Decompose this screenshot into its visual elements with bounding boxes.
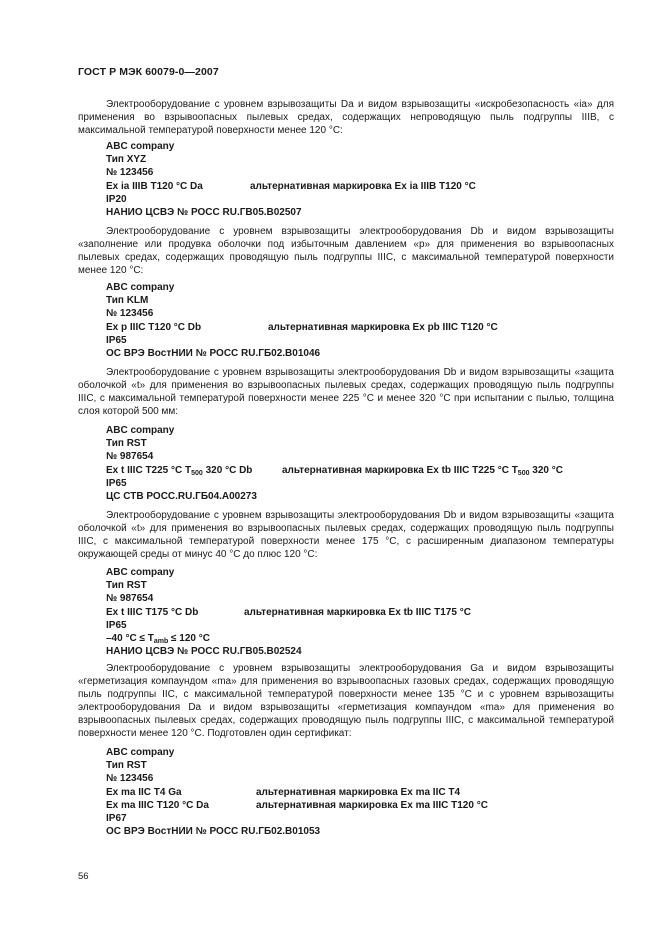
ambient-temperature-range: –40 $^\circ С \le T_{amb} \le 120$ °С (106, 632, 210, 645)
company-name: ABC company (106, 567, 175, 578)
ip-rating: IP67 (106, 812, 127, 824)
certificate-number: ОС ВРЭ ВостНИИ № РОСС RU.ГБ02.В01046 (106, 347, 321, 359)
equipment-type: Тип XYZ (106, 154, 147, 166)
example-4-marking-block (106, 566, 626, 658)
ex-marking: Ex t IIIC T175 °C Db (106, 606, 199, 618)
company-name: ABC company (106, 282, 175, 293)
example-4-paragraph: Электрооборудование с уровнем взрывозащиты электрооборудования Db и видом взрывозащиты «защита оболочкой «t» для применения во взрывоопасных пылевых средах, содержащих проводящую пыль подгруппы IIIC, с максимальной температурой поверхности менее 175 °С, с расширенным диапазоном температуры окружающей среды от минус 40 °С до плюс 120 °С: (78, 510, 614, 560)
serial-number: № 123456 (106, 308, 154, 320)
ex-marking: Ex ma IIIC T120 °C Da (106, 799, 209, 811)
alternative-marking: альтернативная маркировка Ex tb IIIC T225 °C $T_{500}$ 320 °C (282, 464, 563, 477)
alternative-marking: альтернативная маркировка Ex ma IIC T4 (256, 786, 461, 798)
alternative-marking: альтернативная маркировка Ex pb IIIC T120 °C (268, 321, 498, 333)
example-2-marking-block (106, 281, 626, 360)
equipment-type: Тип RST (106, 438, 147, 450)
equipment-type: Тип RST (106, 760, 147, 772)
ex-marking: Ex p IIIC T120 °C Db (106, 321, 202, 333)
serial-number: № 123456 (106, 167, 154, 179)
example-5-paragraph: Электрооборудование с уровнем взрывозащиты электрооборудования Ga и видом взрывозащиты «герметизация компаундом «ma» для применения во взрывоопасных газовых средах, содержащих проводящую пыль подгруппы IIC, с максимальной температурой поверхности менее 135 °С и с уровнем взрывозащиты электрооборудования Da и видом взрывозащиты «герметизация компаундом «ma» для применения во взрывоопасных пылевых средах, содержащих проводящую пыль подгруппы IIIC, с максимальной температурой поверхности менее 120 °С. Подготовлен один сертификат: (78, 663, 614, 739)
certificate-number: НАНИО ЦСВЭ № РОСС RU.ГВ05.В02507 (106, 206, 302, 218)
page-number: 56 (78, 871, 89, 882)
ex-marking: Ex t IIIC T225 °C $T_{500}$ 320 °C Db (106, 464, 253, 477)
example-1-paragraph: Электрооборудование с уровнем взрывозащиты Da и видом взрывозащиты «искробезопасность «ia» для применения во взрывоопасных пылевых средах, содержащих непроводящую пыль подгруппы IIIB, с максимальной температурой поверхности менее 120 °С: (78, 99, 614, 136)
ex-marking: Ex ia IIIB T120 °C Da (106, 180, 203, 192)
equipment-type: Тип RST (106, 580, 147, 592)
serial-number: № 987654 (106, 593, 154, 605)
example-3-marking-block (106, 424, 626, 503)
certificate-number: НАНИО ЦСВЭ № РОСС RU.ГВ05.В02524 (106, 646, 302, 658)
ex-marking: Ex ma IIC T4 Ga (106, 786, 182, 798)
ip-rating: IP20 (106, 193, 127, 205)
alternative-marking: альтернативная маркировка Ex ma IIIC T120 °C (256, 799, 488, 811)
alternative-marking: альтернативная маркировка Ex tb IIIC T175 °C (244, 606, 471, 618)
ip-rating: IP65 (106, 334, 127, 346)
certificate-number: ЦС СТВ РОСС.RU.ГБ04.А00273 (106, 490, 257, 502)
alternative-marking: альтернативная маркировка Ex ia IIIB T120 °C (250, 180, 476, 192)
certificate-number: ОС ВРЭ ВостНИИ № РОСС RU.ГБ02.В01053 (106, 826, 321, 838)
page-header-title: ГОСТ Р МЭК 60079-0—2007 (78, 66, 219, 78)
example-2-paragraph: Электрооборудование с уровнем взрывозащиты электрооборудования Db и видом взрывозащиты «заполнение или продувка оболочки под избыточным давлением «р» для применения во взрывоопасных пылевых средах, содержащих проводящую пыль подгруппы IIIC, с максимальной температурой поверхности менее 120 °С: (78, 226, 614, 276)
company-name: ABC company (106, 747, 175, 758)
company-name: ABC company (106, 141, 175, 152)
serial-number: № 123456 (106, 773, 154, 785)
example-3-paragraph: Электрооборудование с уровнем взрывозащиты электрооборудования Db и видом взрывозащиты «защита оболочкой «t» для применения во взрывоопасных пылевых средах, содержащих проводящую пыль подгруппы IIIC, с максимальной температурой поверхности менее 225 °С и менее 320 °С при испытании с пылью, толщина слоя которой 500 мм: (78, 367, 614, 417)
ip-rating: IP65 (106, 477, 127, 489)
serial-number: № 987654 (106, 451, 154, 463)
example-1-marking-block (106, 140, 626, 219)
ip-rating: IP65 (106, 619, 127, 631)
company-name: ABC company (106, 425, 175, 436)
example-5-marking-block (106, 746, 626, 838)
equipment-type: Тип KLM (106, 295, 149, 307)
